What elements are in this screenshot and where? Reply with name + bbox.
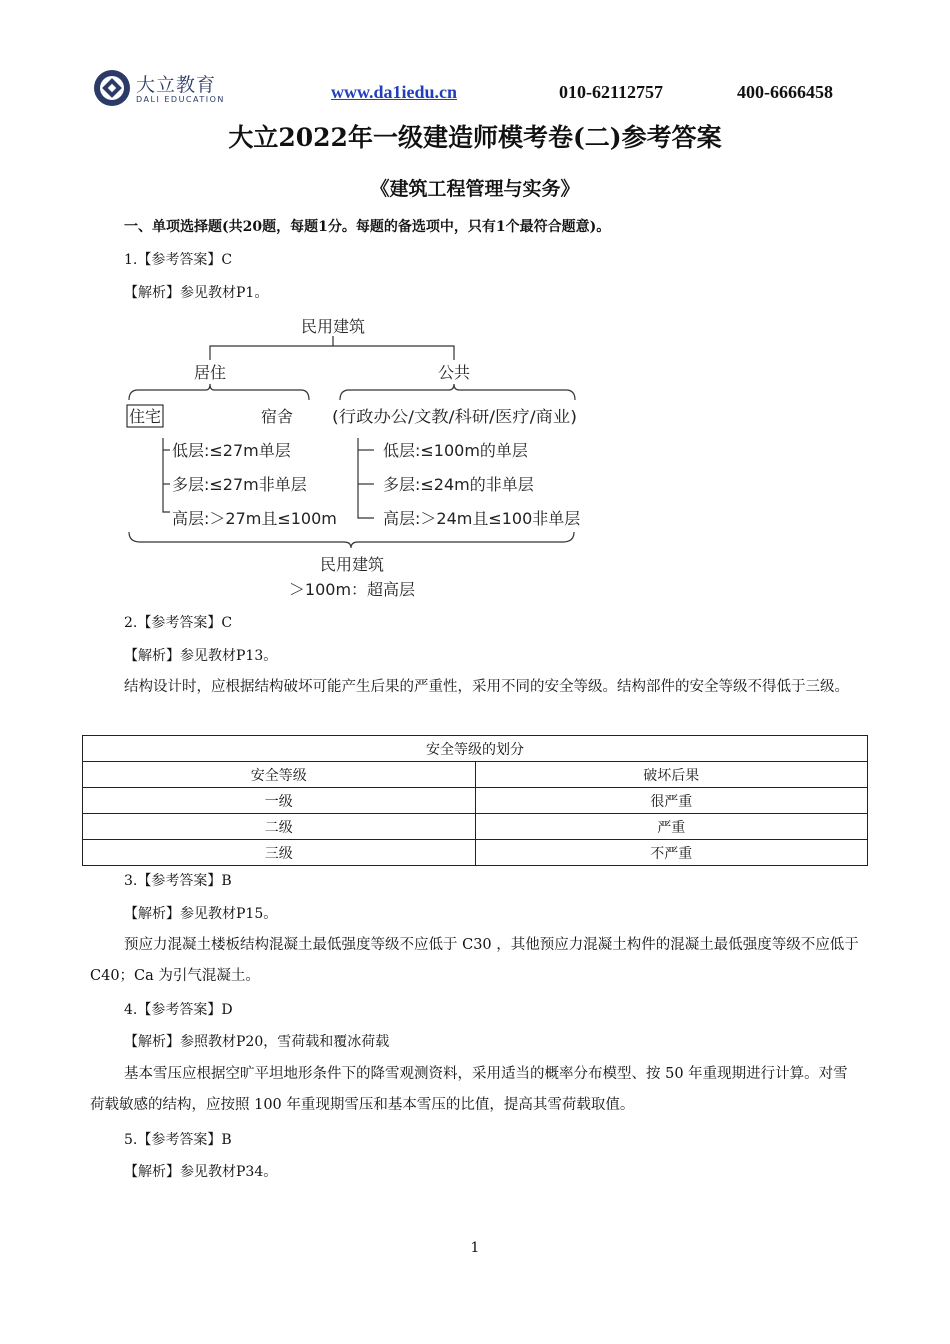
table-caption: 安全等级的划分 [83,736,868,762]
table-header-row [83,762,868,788]
diagram-pub-mid: 多层:≤24m的非单层 [383,475,534,494]
q5-answer: 5.【参考答案】B [124,1132,232,1148]
phone-number-2: 400-6666458 [737,82,833,102]
diagram-res-high: 高层:＞27m且≤100m [172,509,337,528]
table-cell: 很严重 [475,788,868,814]
q3-explanation: 预应力混凝土楼板结构混凝土最低强度等级不应低于 C30 ，其他预应力混凝土构件的混凝土最低强度等级不应低于 C40；Ca 为引气混凝土。 [90,937,859,984]
table-cell: 一级 [83,788,476,814]
website-link[interactable]: www.da1iedu.cn [331,82,458,102]
phone-number-1: 010-62112757 [559,82,664,102]
q2-explanation: 结构设计时，应根据结构破坏可能产生后果的严重性，采用不同的安全等级。结构部件的安全等级不得低于三级。 [124,679,849,695]
table-cell: 二级 [83,814,476,840]
q4-answer: 4.【参考答案】D [124,1002,233,1018]
q4-explanation: 基本雪压应根据空旷平坦地形条件下的降雪观测资料，采用适当的概率分布模型、按 50 年重现期进行计算。对雪荷载敏感的结构，应按照 100 年重现期雪压和基本雪压的比值，提高其雪荷载取值。 [90,1066,848,1113]
diagram-residential-label: 居住 [193,363,227,382]
diagram-dorm-label: 宿舍 [261,407,294,426]
table-cell: 不严重 [475,840,868,866]
document-title: 大立2022年一级建造师模考卷(二)参考答案 [228,123,722,152]
diagram-super-high-label: ＞100m：超高层 [288,580,416,599]
diagram-pub-low: 低层:≤100m的单层 [383,441,528,460]
diagram-pub-high: 高层:＞24m且≤100非单层 [383,509,581,528]
diagram-bottom-label: 民用建筑 [319,555,385,574]
logo [92,68,242,110]
diagram-public-types: (行政办公/文教/科研/医疗/商业) [332,407,577,426]
logo-english-name: DALI EDUCATION [136,95,225,104]
logo-emblem-icon [92,68,132,108]
table-cell: 严重 [475,814,868,840]
logo-chinese-name: 大立教育 [136,74,217,96]
diagram-res-mid: 多层:≤27m非单层 [172,475,307,494]
q3-analysis: 【解析】参见教材P15。 [124,906,278,922]
q5-analysis: 【解析】参见教材P34。 [124,1164,278,1180]
table-row [83,788,868,814]
table-cell: 三级 [83,840,476,866]
q1-answer: 1.【参考答案】C [124,252,233,268]
document-subtitle: 《建筑工程管理与实务》 [370,178,580,200]
q3-answer: 3.【参考答案】B [124,873,232,889]
page-number: 1 [470,1240,480,1256]
table-row [83,814,868,840]
q4-analysis: 【解析】参照教材P20，雪荷载和覆冰荷载 [124,1034,390,1050]
table-header-grade: 安全等级 [83,762,476,788]
section-heading: 一、单项选择题(共20题，每题1分。每题的备选项中，只有1个最符合题意)。 [124,219,611,235]
safety-grade-table [82,735,868,866]
diagram-res-low: 低层:≤27m单层 [172,441,291,460]
table-row [83,840,868,866]
building-classification-diagram [126,312,586,602]
diagram-root-label: 民用建筑 [300,317,366,336]
table-caption-row [83,736,868,762]
q2-analysis: 【解析】参见教材P13。 [124,648,278,664]
q1-analysis: 【解析】参见教材P1。 [124,285,269,301]
q2-answer: 2.【参考答案】C [124,615,233,631]
diagram-public-label: 公共 [437,363,471,382]
diagram-house-label: 住宅 [129,407,162,426]
table-header-consequence: 破坏后果 [475,762,868,788]
